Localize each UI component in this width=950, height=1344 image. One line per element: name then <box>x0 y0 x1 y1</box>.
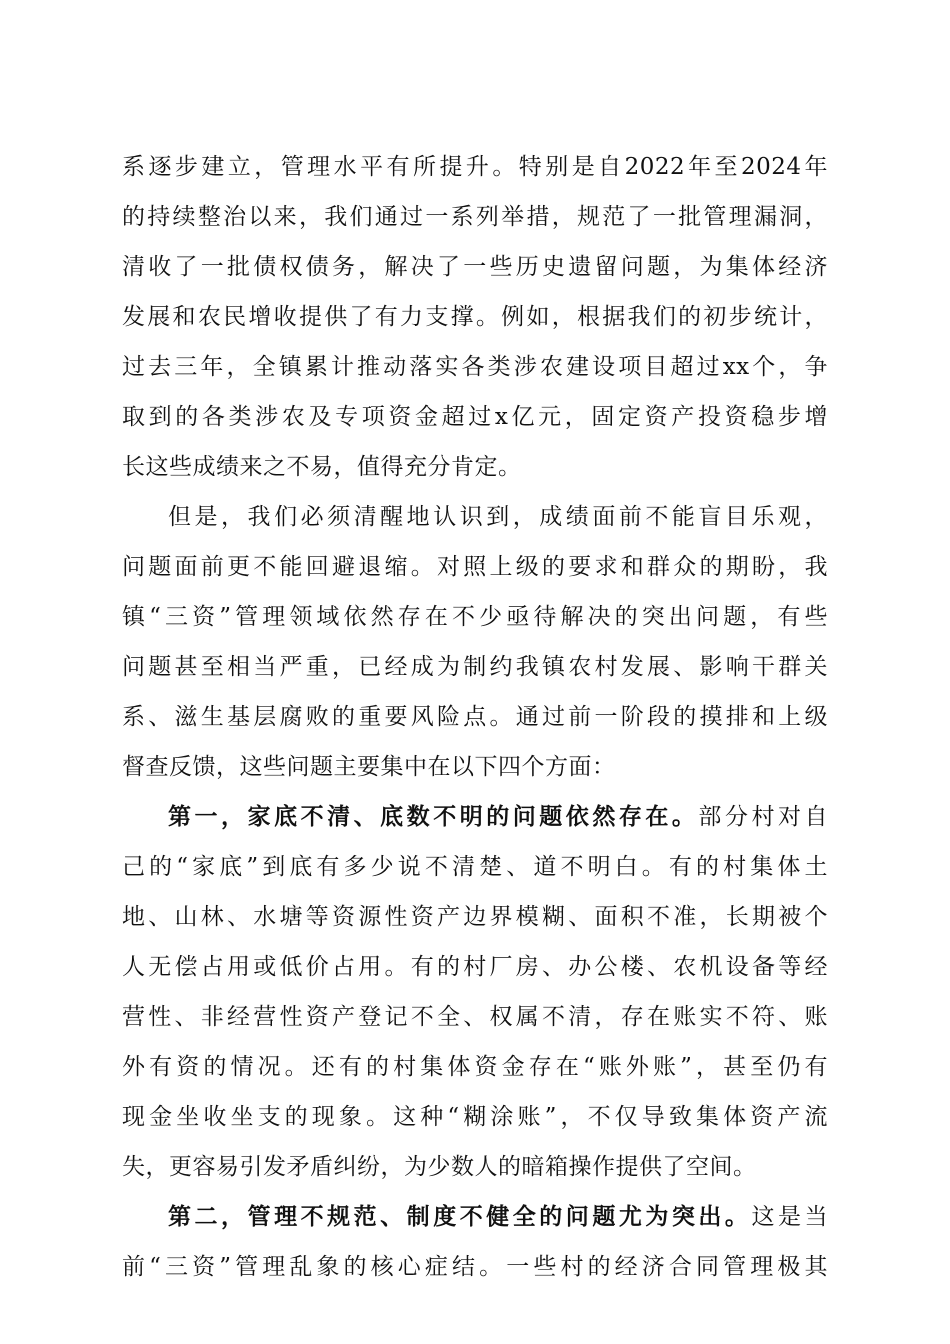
text-line: 发展和农民增收提供了有力支撑。例如，根据我们的初步统计， <box>122 304 828 330</box>
text-line: 的持续整治以来，我们通过一系列举措，规范了一批管理漏洞， <box>122 204 828 230</box>
text-line: 过去三年，全镇累计推动落实各类涉农建设项目超过xx个，争 <box>122 354 828 380</box>
text-line <box>122 1192 828 1242</box>
text-line: 但是，我们必须清醒地认识到，成绩面前不能盲目乐观， <box>168 504 828 530</box>
text-line: 地、山林、水塘等资源性资产边界模糊、面积不准，长期被个 <box>122 904 828 930</box>
text-line: 督查反馈，这些问题主要集中在以下四个方面： <box>122 754 616 780</box>
bold-heading-text: 第二，管理不规范、制度不健全的问题尤为突出。 <box>168 1203 752 1230</box>
text-run: 这是当 <box>751 1204 829 1230</box>
bold-heading-text: 第一，家底不清、底数不明的问题依然存在。 <box>168 803 699 830</box>
text-line: 系逐步建立，管理水平有所提升。特别是自2022年至2024年 <box>122 154 828 180</box>
text-line: 己的“家底”到底有多少说不清楚、道不明白。有的村集体土 <box>122 854 828 880</box>
text-line: 人无偿占用或低价占用。有的村厂房、办公楼、农机设备等经 <box>122 954 828 980</box>
text-line: 取到的各类涉农及专项资金超过x亿元，固定资产投资稳步增 <box>122 404 828 430</box>
document-page <box>122 142 828 1292</box>
text-line: 前“三资”管理乱象的核心症结。一些村的经济合同管理极其 <box>122 1254 828 1280</box>
text-line: 现金坐收坐支的现象。这种“糊涂账”，不仅导致集体资产流 <box>122 1104 828 1130</box>
text-line: 问题面前更不能回避退缩。对照上级的要求和群众的期盼，我 <box>122 554 828 580</box>
text-run: 部分村对自 <box>698 804 829 830</box>
text-line: 外有资的情况。还有的村集体资金存在“账外账”，甚至仍有 <box>122 1054 828 1080</box>
text-line: 清收了一批债权债务，解决了一些历史遗留问题，为集体经济 <box>122 254 828 280</box>
text-line: 系、滋生基层腐败的重要风险点。通过前一阶段的摸排和上级 <box>122 704 828 730</box>
text-line <box>122 792 828 842</box>
text-line: 长这些成绩来之不易，值得充分肯定。 <box>122 454 522 480</box>
text-line: 营性、非经营性资产登记不全、权属不清，存在账实不符、账 <box>122 1004 828 1030</box>
text-line: 问题甚至相当严重，已经成为制约我镇农村发展、影响干群关 <box>122 654 828 680</box>
text-line: 失，更容易引发矛盾纠纷，为少数人的暗箱操作提供了空间。 <box>122 1154 757 1180</box>
text-line: 镇“三资”管理领域依然存在不少亟待解决的突出问题，有些 <box>122 604 828 630</box>
